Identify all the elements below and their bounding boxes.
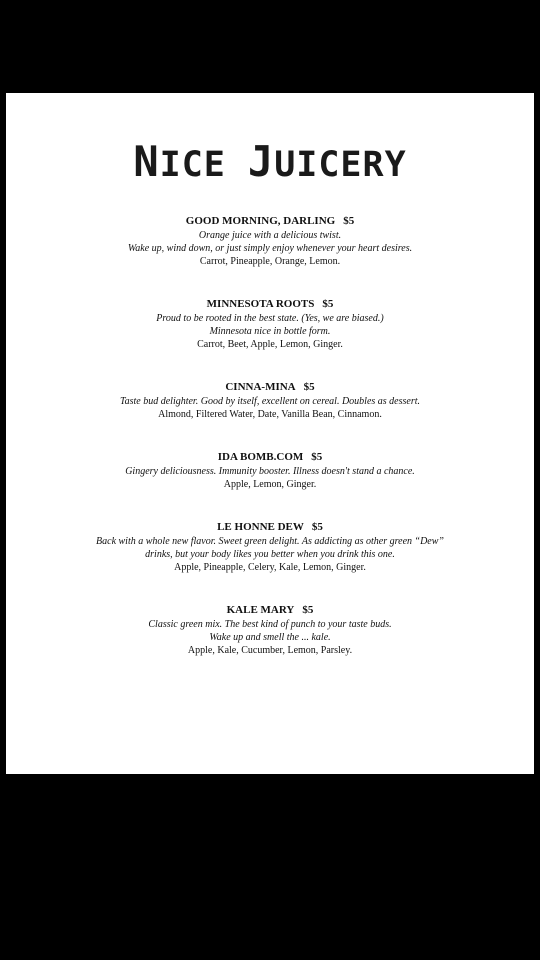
- item-description: Classic green mix. The best kind of punch to your taste buds.: [148, 619, 392, 630]
- item-description: Wake up, wind down, or just simply enjoy whenever your heart desires.: [127, 243, 413, 254]
- item-price: $5: [302, 604, 314, 616]
- item-description: Taste bud delighter. Good by itself, excellent on cereal. Doubles as dessert.: [119, 396, 421, 407]
- menu-item-header: [0, 380, 540, 395]
- menu-item: [0, 380, 540, 421]
- item-description: Gingery deliciousness. Immunity booster. Illness doesn't stand a chance.: [125, 466, 415, 477]
- item-price: $5: [303, 381, 315, 393]
- item-description: drinks, but your body likes you better when you drink this one.: [145, 549, 395, 560]
- item-description: Orange juice with a delicious twist.: [198, 230, 342, 241]
- item-ingredients: Carrot, Pineapple, Orange, Lemon.: [199, 256, 341, 267]
- menu-item: [0, 214, 540, 268]
- menu-item: [0, 520, 540, 574]
- item-name: MINNESOTA ROOTS: [206, 298, 315, 310]
- logo-word-rest: UICERY: [274, 145, 407, 185]
- item-ingredients: Almond, Filtered Water, Date, Vanilla Bean, Cinnamon.: [158, 409, 382, 420]
- item-price: $5: [311, 521, 323, 533]
- item-ingredients: Apple, Lemon, Ginger.: [223, 479, 317, 490]
- menu-item-header: [0, 520, 540, 535]
- item-price: $5: [343, 215, 355, 227]
- item-price: $5: [322, 298, 334, 310]
- menu-item-header: [0, 603, 540, 618]
- menu-item: [0, 603, 540, 657]
- item-name: CINNA-MINA: [225, 381, 296, 393]
- menu-item-header: [0, 297, 540, 312]
- logo-title: [0, 137, 540, 187]
- item-ingredients: Apple, Pineapple, Celery, Kale, Lemon, Ginger.: [174, 562, 366, 573]
- item-name: LE HONNE DEW: [217, 521, 304, 533]
- item-name: IDA BOMB.COM: [217, 451, 304, 463]
- item-ingredients: Apple, Kale, Cucumber, Lemon, Parsley.: [187, 645, 353, 656]
- menu-item: [0, 297, 540, 351]
- item-price: $5: [311, 451, 323, 463]
- logo-initial: N: [133, 137, 160, 186]
- item-description: Minnesota nice in bottle form.: [209, 326, 331, 337]
- item-name: KALE MARY: [226, 604, 295, 616]
- item-description: Wake up and smell the ... kale.: [209, 632, 331, 643]
- menu-item: [0, 450, 540, 491]
- menu-item-header: [0, 450, 540, 465]
- item-description: Proud to be rooted in the best state. (Yes, we are biased.): [156, 313, 384, 324]
- item-ingredients: Carrot, Beet, Apple, Lemon, Ginger.: [197, 339, 343, 350]
- item-description: Back with a whole new flavor. Sweet green delight. As addicting as other green “Dew”: [96, 536, 444, 547]
- menu-list: [0, 214, 540, 657]
- menu-item-header: [0, 214, 540, 229]
- logo-initial: J: [247, 137, 275, 186]
- logo-word-rest: ICE: [159, 145, 226, 185]
- item-name: GOOD MORNING, DARLING: [185, 215, 336, 227]
